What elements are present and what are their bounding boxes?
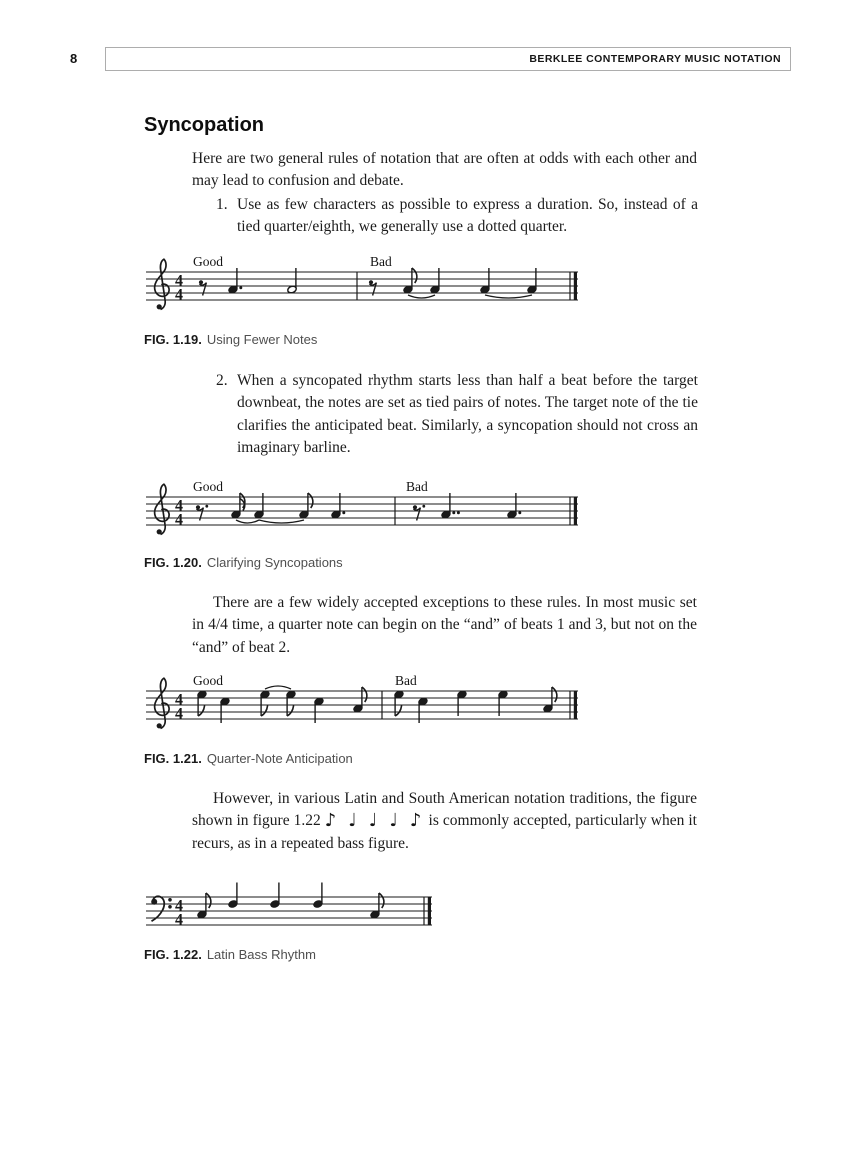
treble-clef-icon — [155, 678, 169, 728]
intro-paragraph: Here are two general rules of notation that are often at odds with each other and may lead to confusion and debate. — [192, 150, 697, 190]
quarter-note-icon — [228, 883, 238, 909]
bass-clef-icon — [151, 896, 172, 921]
time-signature-digit: 4 — [175, 705, 183, 723]
staff-notation-figure-1-22 — [146, 881, 432, 939]
quarter-note-icon — [313, 883, 323, 909]
time-signature-digit: 4 — [175, 911, 183, 929]
tie-arc — [236, 520, 259, 523]
time-signature-digit: 4 — [175, 691, 183, 709]
tie-arc — [485, 295, 532, 298]
caption-label: FIG. 1.21. — [144, 751, 202, 766]
figure-1-21 — [146, 675, 578, 733]
rule-item-1 — [216, 194, 698, 239]
caption-text: Using Fewer Notes — [206, 332, 318, 347]
latin-paragraph-before: However, in various Latin and South American notation traditions, the figure shown in figure 1.22 — [192, 790, 697, 830]
rule-item-2 — [216, 370, 698, 460]
figure-1-19 — [146, 256, 578, 314]
tie-arc — [408, 295, 435, 298]
tie-arc — [259, 520, 304, 523]
latin-paragraph-after: is commonly accepted, particularly when it recurs, as in a repeated bass figure. — [192, 812, 697, 852]
caption-label: FIG. 1.19. — [144, 332, 202, 347]
figure-1-22 — [146, 881, 432, 939]
tie-arc — [265, 686, 291, 689]
figure-1-20 — [146, 481, 578, 539]
time-signature-digit: 4 — [175, 286, 183, 304]
good-label: Good — [193, 479, 223, 494]
time-signature-digit: 4 — [175, 897, 183, 915]
inline-rhythm-glyphs: ♪ ♩ ♩ ♩ ♪ — [324, 810, 425, 832]
latin-paragraph — [192, 788, 697, 855]
time-signature-digit: 4 — [175, 497, 183, 515]
caption-text: Quarter-Note Anticipation — [206, 751, 353, 766]
good-label: Good — [193, 254, 223, 269]
figure-caption-1-20 — [144, 555, 343, 570]
time-signature-digit: 4 — [175, 511, 183, 529]
rule-number: 2. — [216, 372, 228, 389]
caption-label: FIG. 1.22. — [144, 947, 202, 962]
running-head-title: BERKLEE CONTEMPORARY MUSIC NOTATION — [529, 53, 781, 65]
bad-label: Bad — [370, 254, 392, 269]
page-number: 8 — [70, 51, 78, 66]
treble-clef-icon — [155, 259, 169, 309]
rule-text: When a syncopated rhythm starts less than half a beat before the target downbeat, the notes are set as tied pairs of notes. The target note of the tie clarifies the anticipated beat. Similarly, a syncopation should not cross an imaginary barline. — [237, 372, 698, 457]
time-signature-digit: 4 — [175, 272, 183, 290]
figure-caption-1-22 — [144, 947, 316, 962]
treble-clef-icon — [155, 484, 169, 534]
figure-caption-1-19 — [144, 332, 317, 347]
bad-label: Bad — [395, 673, 417, 688]
caption-text: Latin Bass Rhythm — [206, 947, 316, 962]
bad-label: Bad — [406, 479, 428, 494]
running-head — [105, 47, 791, 71]
good-label: Good — [193, 673, 223, 688]
rule-number: 1. — [216, 196, 228, 213]
caption-text: Clarifying Syncopations — [206, 555, 343, 570]
quarter-note-icon — [270, 883, 280, 909]
figure-caption-1-21 — [144, 751, 353, 766]
exceptions-paragraph: There are a few widely accepted exceptions to these rules. In most music set in 4/4 time, a quarter note can begin on the “and” of beats 1 and 3, but not on the “and” of beat 2. — [192, 594, 697, 656]
section-heading: Syncopation — [144, 114, 265, 136]
caption-label: FIG. 1.20. — [144, 555, 202, 570]
rule-text: Use as few characters as possible to express a duration. So, instead of a tied quarter/eighth, we generally use a dotted quarter. — [237, 196, 698, 236]
